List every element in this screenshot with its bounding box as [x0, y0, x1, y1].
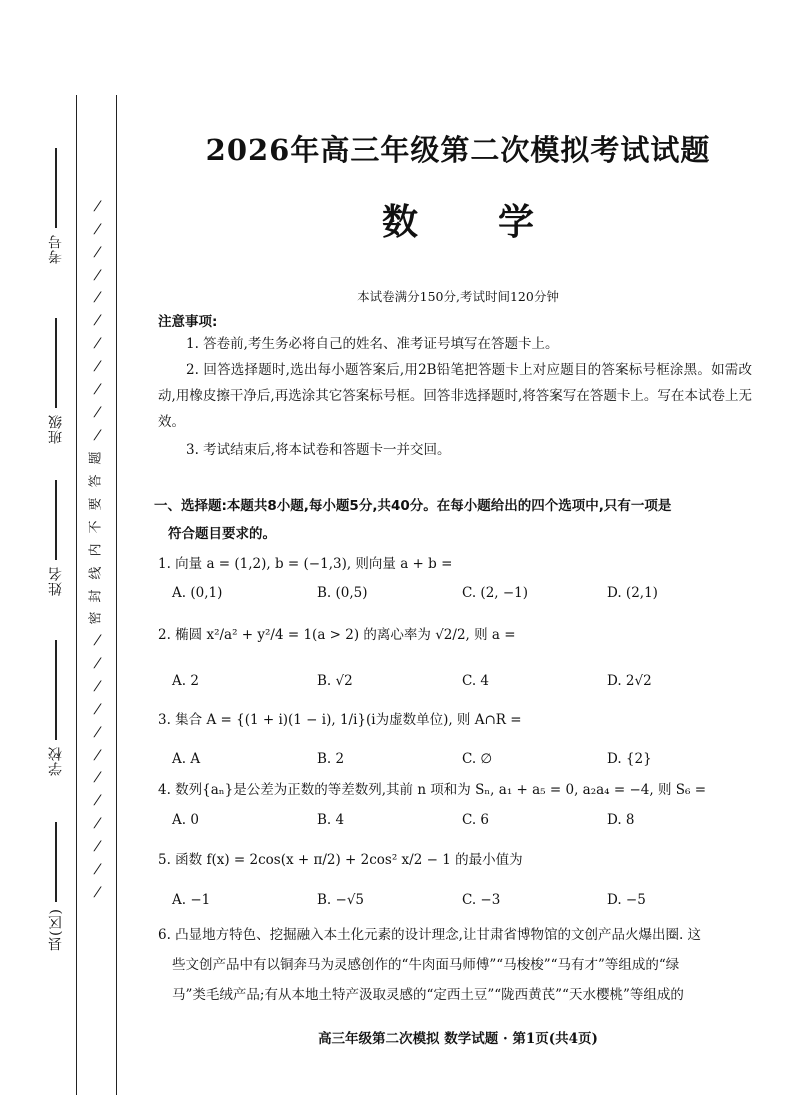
question-1: 1. 向量 a = (1,2), b = (−1,3), 则向量 a + b = — [158, 556, 453, 572]
field-school — [36, 640, 76, 776]
section-heading: 一、选择题:本题共8小题,每小题5分,共40分。在每小题给出的四个选项中,只有一项是 — [154, 498, 672, 514]
question-2: 2. 椭圆 x²/a² + y²/4 = 1(a > 2) 的离心率为 √2/2, 则 a = — [158, 627, 516, 643]
seal-char: 答 — [88, 474, 104, 488]
margin-line-left — [76, 95, 77, 1095]
option: B. 2 — [317, 751, 345, 767]
notice-item: 2. 回答选择题时,选出每小题答案后,用2B铅笔把答题卡上对应题目的答案标号框涂黑。如需改动,用橡皮擦干净后,再选涂其它答案标号框。回答非选择题时,将答案写在答题卡上。写在本试卷上无效。 — [158, 362, 752, 430]
option: A. 2 — [172, 673, 199, 689]
option: B. √2 — [317, 673, 353, 689]
field-label: 姓名 — [48, 566, 64, 596]
seal-char: 封 — [88, 589, 104, 603]
field-county — [36, 822, 76, 951]
field-label: 县(区) — [48, 908, 64, 951]
fill-line — [55, 480, 56, 560]
option: D. 8 — [607, 812, 635, 828]
question-4-options — [172, 812, 752, 828]
option: B. (0,5) — [317, 585, 368, 601]
field-label: 班级 — [48, 414, 64, 444]
question-3-options — [172, 751, 752, 767]
fill-line — [55, 640, 56, 740]
seal-char: 不 — [88, 520, 104, 534]
option: C. 6 — [462, 812, 490, 828]
binding-margin — [0, 0, 125, 1119]
option: C. ∅ — [462, 751, 493, 767]
subject-char: 学 — [498, 202, 535, 243]
field-label: 考号 — [48, 234, 64, 264]
exam-meta: 本试卷满分150分,考试时间120分钟 — [357, 289, 559, 304]
option: D. (2,1) — [607, 585, 658, 601]
option: A. −1 — [172, 892, 211, 908]
option: B. 4 — [317, 812, 345, 828]
option: D. {2} — [607, 751, 652, 767]
seal-char: 内 — [88, 543, 104, 557]
fill-line — [55, 318, 56, 408]
page-footer: 高三年级第二次模拟 数学试题 · 第1页(共4页) — [318, 1031, 598, 1047]
notice-item: 3. 考试结束后,将本试卷和答题卡一并交回。 — [186, 442, 451, 458]
seal-char: 密 — [88, 611, 104, 625]
question-6-line: 些文创产品中有以铜奔马为灵感创作的“牛肉面马师傅”“马梭梭”“马有才”等组成的“绿 — [172, 957, 680, 973]
notice-item: 1. 答卷前,考生务必将自己的姓名、准考证号填写在答题卡上。 — [186, 336, 559, 352]
field-exam-number — [36, 148, 76, 264]
fill-line — [55, 822, 56, 902]
option: A. 0 — [172, 812, 199, 828]
field-name — [36, 480, 76, 596]
seal-char: 线 — [88, 566, 104, 580]
fill-line — [55, 148, 56, 228]
option: C. −3 — [462, 892, 501, 908]
question-3: 3. 集合 A = {(1 + i)(1 − i), 1/i}(i为虚数单位), 则 A∩R = — [158, 712, 522, 728]
seal-line-text: / / / / / / / / / / / 题 答 要 不 内 线 封 密 / / / / / / / / / / / / — [88, 199, 104, 900]
subject-title — [158, 194, 758, 245]
field-class — [36, 318, 76, 444]
question-6-line: 6. 凸显地方特色、挖掘融入本土化元素的设计理念,让甘肃省博物馆的文创产品火爆出圈. 这 — [158, 927, 702, 943]
question-6-line: 马”类毛绒产品;有从本地土特产汲取灵感的“定西土豆”“陇西黄芪”“天水樱桃”等组成的 — [172, 987, 684, 1003]
question-5: 5. 函数 f(x) = 2cos(x + π/2) + 2cos² x/2 − 1 的最小值为 — [158, 852, 523, 868]
question-4: 4. 数列{aₙ}是公差为正数的等差数列,其前 n 项和为 Sₙ, a₁ + a₅ = 0, a₂a₄ = −4, 则 S₆ = — [158, 782, 707, 798]
question-5-options — [172, 892, 752, 908]
seal-char: 要 — [88, 497, 104, 511]
question-2-options — [172, 673, 752, 689]
subject-char: 数 — [381, 202, 418, 243]
seal-char: 题 — [88, 451, 104, 465]
option: A. (0,1) — [172, 585, 223, 601]
option: B. −√5 — [317, 892, 365, 908]
section-heading-cont: 符合题目要求的。 — [168, 526, 276, 542]
option: D. −5 — [607, 892, 646, 908]
option: C. (2, −1) — [462, 585, 529, 601]
notice-heading: 注意事项: — [158, 314, 218, 330]
field-label: 学校 — [48, 746, 64, 776]
margin-line-right — [116, 95, 117, 1095]
option: A. A — [172, 751, 201, 767]
question-1-options — [172, 585, 752, 601]
option: C. 4 — [462, 673, 490, 689]
option: D. 2√2 — [607, 673, 652, 689]
exam-title: 2026年高三年级第二次模拟考试试题 — [205, 133, 711, 167]
